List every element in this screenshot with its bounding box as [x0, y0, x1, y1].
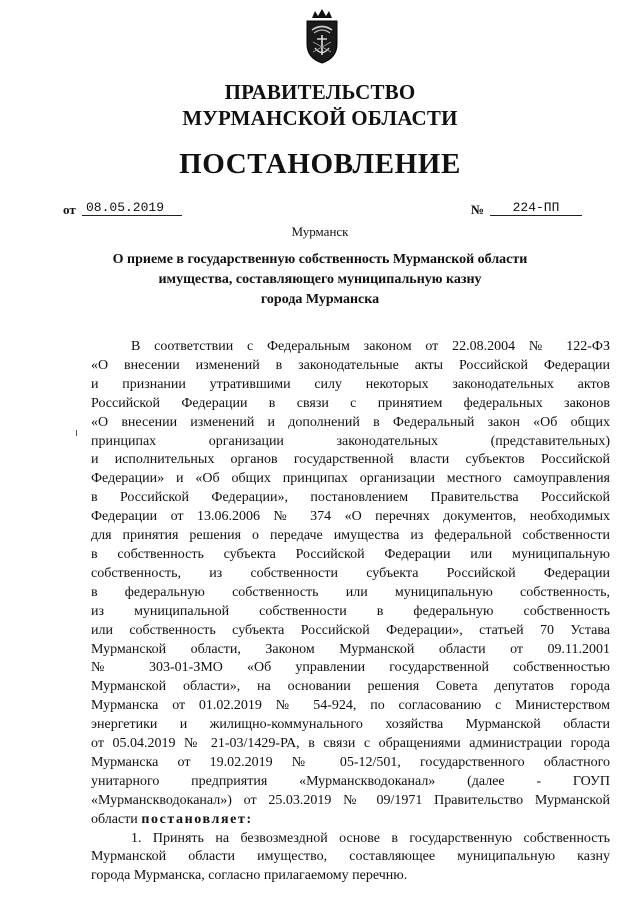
body-line: в федеральную собственность или муниципальную собственность, — [91, 584, 610, 600]
closing-prefix: области — [91, 811, 138, 827]
body-line: Мурманской области», на основании решения Совета депутатов города — [91, 679, 610, 695]
body-line: в Российской Федерации», постановлением Правительства Российской — [91, 490, 610, 506]
title-line: имущества, составляющего муниципальную казну — [158, 272, 482, 287]
body-line: Мурманска от 19.02.2019 № 05-12/501, государственного областного — [91, 754, 610, 770]
body-line: в собственность субъекта Российской Федерации или муниципальную — [91, 546, 610, 562]
body-line: Мурманской области, Законом Мурманской области от 09.11.2001 — [91, 641, 610, 657]
body-line: № 303-01-ЗМО «Об управлении государственной собственностью — [91, 660, 610, 676]
document-number: 224-ПП — [490, 200, 582, 216]
date-label: от — [63, 202, 76, 217]
title-line: города Мурманска — [260, 292, 380, 307]
paragraph-item-1 — [91, 830, 610, 887]
margin-mark — [76, 430, 81, 436]
document-title — [100, 250, 540, 310]
number-label: № — [471, 202, 485, 217]
paragraph-preamble — [91, 338, 610, 830]
document-date: 08.05.2019 — [82, 200, 182, 216]
body-line: Российской Федерации в связи с принятием федеральных законов — [91, 395, 610, 411]
body-line: из муниципальной собственности в федеральную собственность — [91, 603, 610, 619]
body-line: или собственность субъекта Российской Федерации», статьей 70 Устава — [91, 622, 610, 638]
title-line: О приеме в государственную собственность Мурманской области — [112, 252, 528, 267]
document-type-heading: ПОСТАНОВЛЕНИЕ — [179, 148, 461, 180]
body-line: В соответствии с Федеральным законом от 22.08.2004 № 122-ФЗ — [131, 339, 610, 354]
body-line: унитарного предприятия «Мурманскводоканал» (далее - ГОУП — [91, 773, 610, 789]
body-line: и признании утратившими силу некоторых законодательных актов — [91, 376, 610, 392]
body-line: «Мурманскводоканал») от 25.03.2019 № 09/1971 Правительство Мурманской — [91, 792, 610, 808]
body-line: для принятия решения о передаче имущества из федеральной собственности — [91, 528, 610, 544]
org-name-line2: МУРМАНСКОЙ ОБЛАСТИ — [182, 106, 458, 130]
body-line: «О внесении изменений в законодательные акты Российской Федерации — [91, 357, 610, 373]
body-line: Федерации» и «Об общих принципах организации местного самоуправления — [91, 471, 610, 487]
document-body — [91, 338, 610, 886]
body-line: собственность, из собственности субъекта Российской Федерации — [91, 565, 610, 581]
body-line: Мурманска от 01.02.2019 № 54-924, по согласованию с Министерством — [91, 698, 610, 714]
body-line: от 05.04.2019 № 21-03/1429-РА, в связи с обращениями администрации города — [91, 736, 610, 752]
coat-of-arms-icon — [302, 8, 342, 64]
body-line: Федерации от 13.06.2006 № 374 «О перечнях документов, необходимых — [91, 509, 610, 525]
body-line: энергетики и жилищно-коммунального хозяйства Мурманской области — [91, 717, 610, 733]
org-name-line1: ПРАВИТЕЛЬСТВО — [224, 80, 416, 104]
body-line: Мурманской области имущество, составляющее муниципальную казну — [91, 849, 610, 865]
resolves-keyword: постановляет: — [141, 811, 253, 827]
body-line-closing — [91, 811, 610, 830]
body-line: «О внесении изменений и дополнений в Федеральный закон «Об общих — [91, 414, 610, 430]
body-line: 1. Принять на безвозмездной основе в государственную собственность — [131, 830, 610, 846]
city-name: Мурманск — [291, 224, 349, 239]
body-line: города Мурманска, согласно прилагаемому перечню. — [91, 868, 408, 884]
body-line: принципах организации законодательных (представительных) — [91, 433, 610, 449]
body-line: и исполнительных органов государственной власти субъектов Российской — [91, 452, 610, 468]
